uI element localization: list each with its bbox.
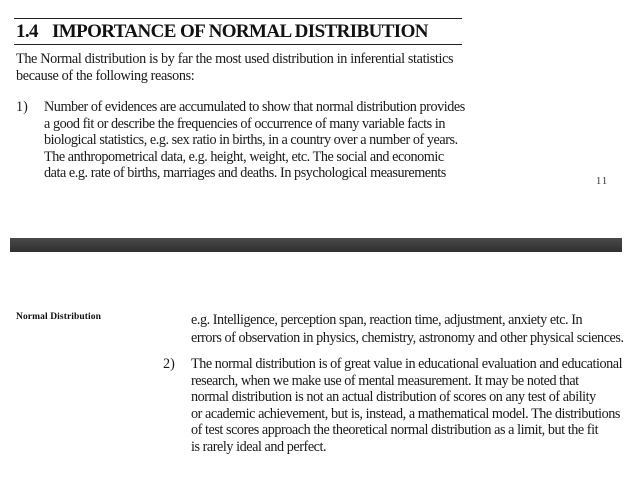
list-item-number: 1) [16, 99, 28, 115]
list-item-1-continued [191, 311, 624, 347]
text-line: or academic achievement, but is, instead, a mathematical model. The distributions [191, 405, 620, 422]
list-item-2-text [191, 356, 623, 456]
text-line: The anthropometrical data, e.g. height, weight, etc. The social and economic [44, 148, 444, 165]
text-line: data e.g. rate of births, marriages and deaths. In psychological measurements [44, 165, 446, 181]
heading-bottom-rule [14, 44, 462, 45]
text-line: biological statistics, e.g. sex ratio in births, in a country over a number of years. [44, 132, 458, 148]
text-line: is rarely ideal and perfect. [191, 438, 327, 455]
intro-paragraph [16, 51, 466, 85]
text-line: The Normal distribution is by far the most used distribution in inferential statistics [16, 51, 454, 67]
page-number: 11 [596, 176, 609, 187]
list-item-number: 2) [163, 356, 175, 372]
text-line: errors of observation in physics, chemistry, astronomy and other physical sciences. [191, 330, 624, 346]
text-line: e.g. Intelligence, perception span, reaction time, adjustment, anxiety etc. In [191, 312, 583, 328]
heading-top-rule [14, 18, 462, 19]
text-line: The normal distribution is of great value in educational evaluation and educational [191, 356, 623, 372]
section-number: 1.4 [16, 21, 38, 42]
text-line: normal distribution is not an actual distribution of scores on any test of ability [191, 389, 596, 406]
text-line: of test scores approach the theoretical normal distribution as a limit, but the fit [191, 422, 599, 439]
page-divider-band [10, 238, 622, 252]
text-line: Number of evidences are accumulated to show that normal distribution provides [44, 99, 465, 115]
list-item-1-text [44, 99, 468, 182]
text-line: a good fit or describe the frequencies of occurrence of many variable facts in [44, 115, 445, 132]
section-title: IMPORTANCE OF NORMAL DISTRIBUTION [51, 21, 428, 42]
text-line: because of the following reasons: [16, 68, 195, 84]
text-line: research, when we make use of mental measurement. It may be noted that [191, 372, 579, 389]
section-heading [16, 21, 462, 43]
running-header-label: Normal Distribution [16, 312, 102, 322]
